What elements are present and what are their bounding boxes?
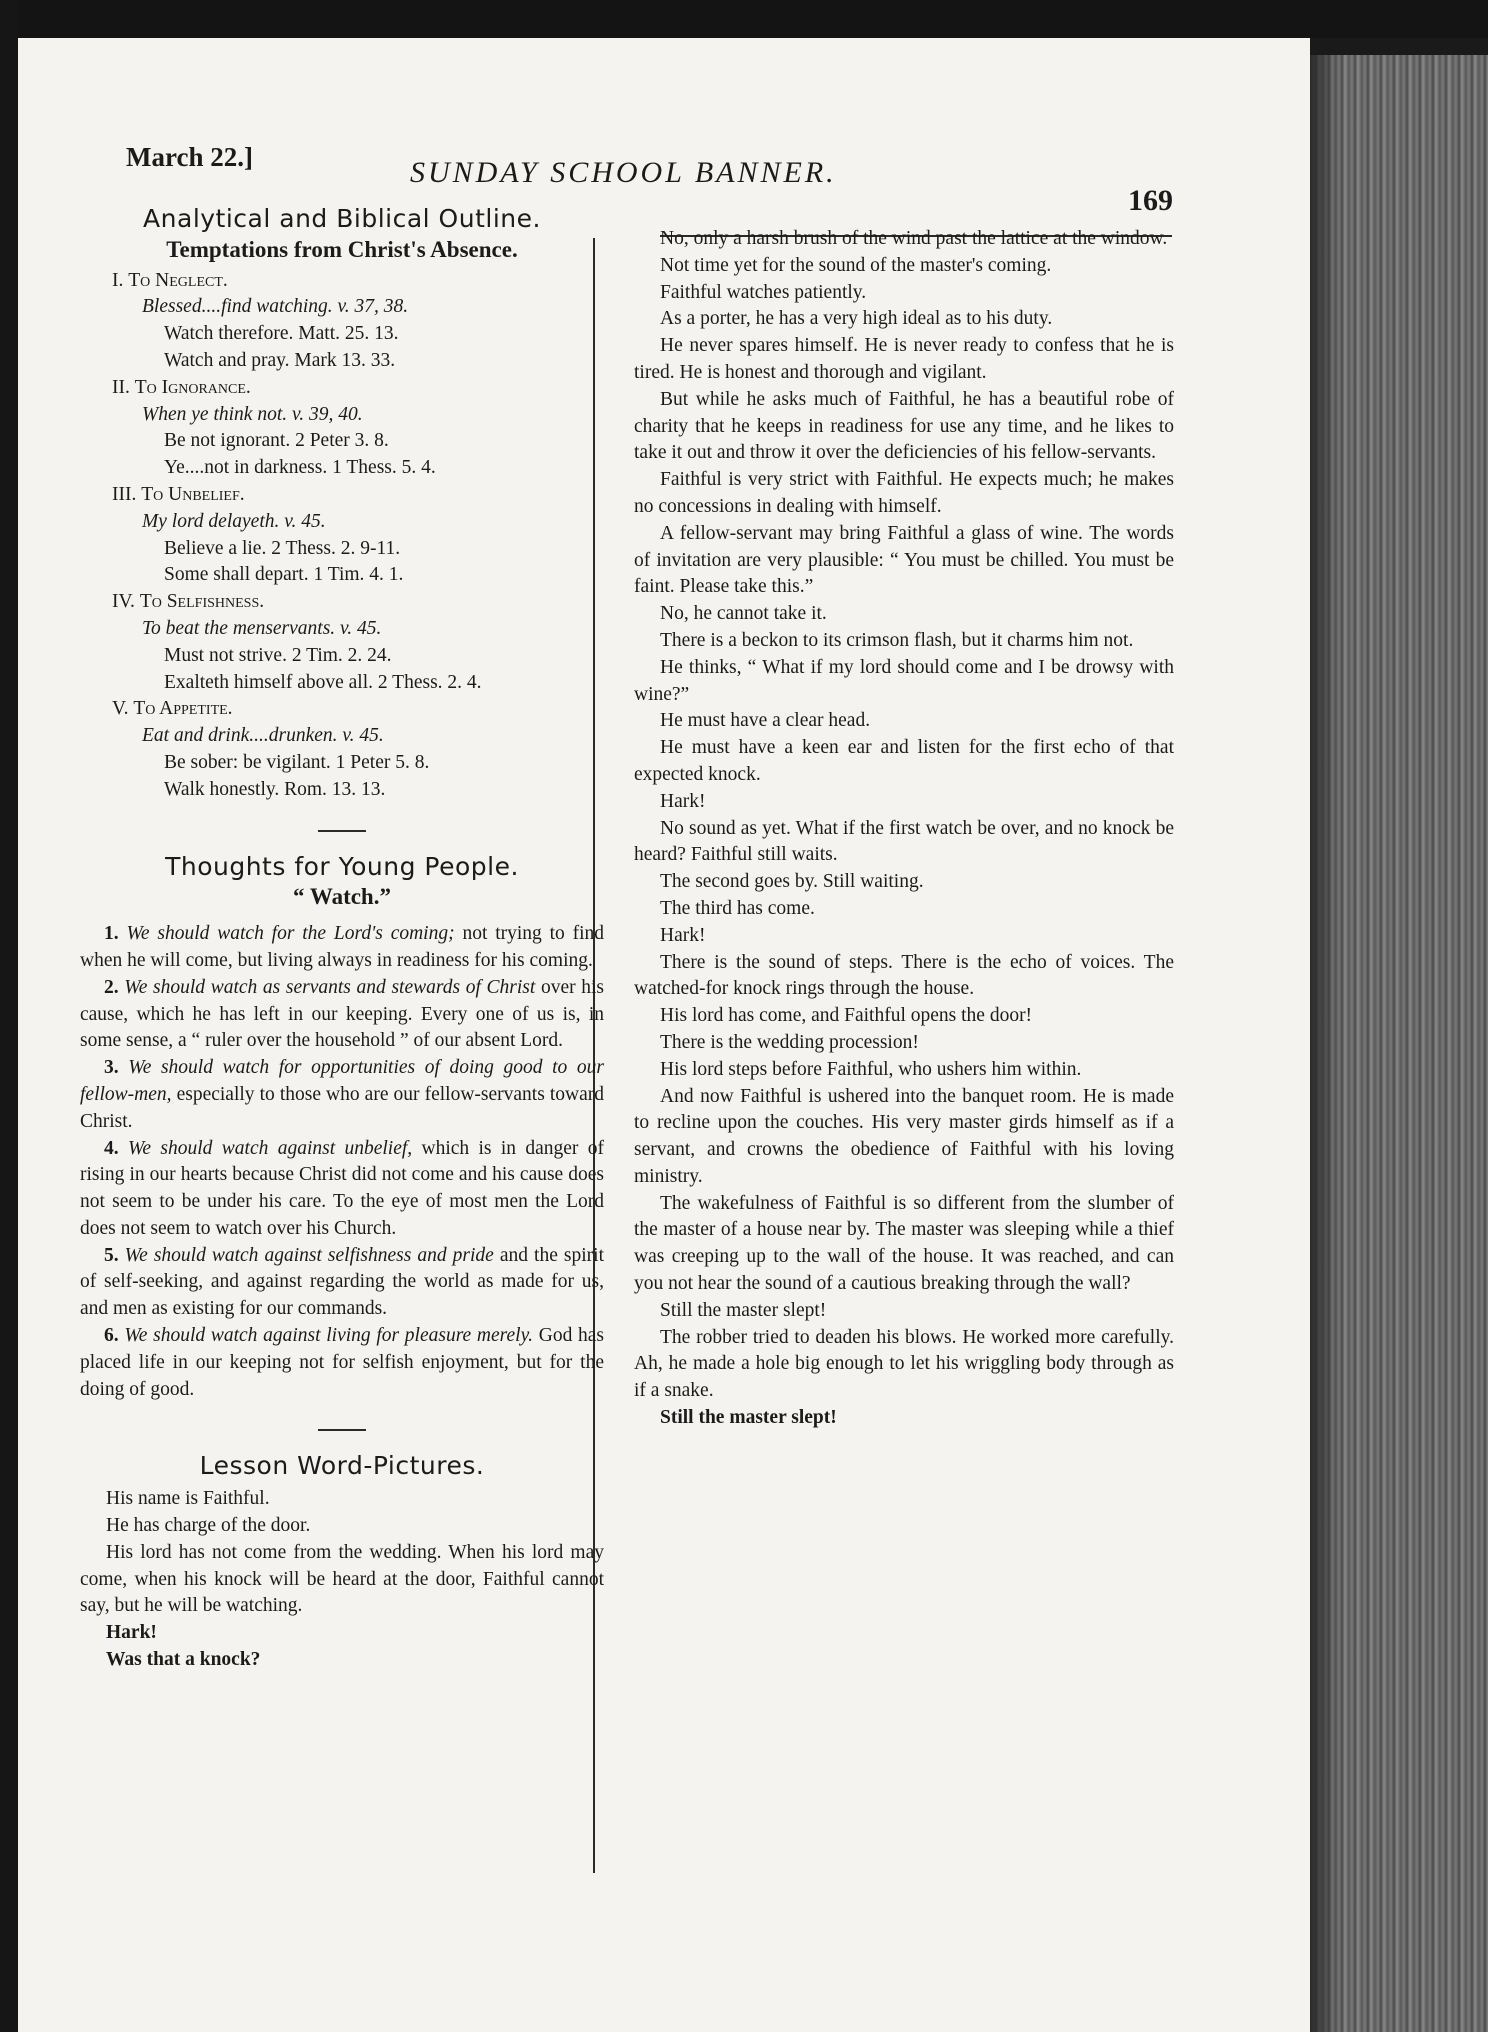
word-picture-paragraph: The robber tried to deaden his blows. He worked more carefully. Ah, he made a hole big enough to let his wriggling body through as if a snake. <box>634 1326 1174 1402</box>
outline-reference: Must not strive. 2 Tim. 2. 24. <box>164 644 392 666</box>
word-picture-paragraph: Was that a knock? <box>106 1649 261 1671</box>
page-number: 169 <box>1128 184 1173 217</box>
word-picture-paragraph: The second goes by. Still waiting. <box>660 871 924 893</box>
word-picture-paragraph: And now Faithful is ushered into the banquet room. He is made to recline upon the couches. His very master girds himself as if a servant, and crowns the obedience of Faithful with his loving ministry. <box>634 1085 1174 1187</box>
thought-item <box>80 1055 604 1135</box>
left-column <box>80 206 604 1674</box>
thoughts-title: Thoughts for Young People. <box>165 851 519 881</box>
outline-reference: Be sober: be vigilant. 1 Peter 5. 8. <box>164 751 430 773</box>
thoughts-subtitle: “ Watch.” <box>293 884 391 910</box>
thought-number: 5. <box>104 1244 119 1266</box>
outline-reference: Some shall depart. 1 Tim. 4. 1. <box>164 564 404 586</box>
gutter-shadow <box>1310 55 1340 2032</box>
outline-key-verse: To beat the menservants. v. 45. <box>142 617 382 639</box>
word-picture-paragraph: The wakefulness of Faithful is so different from the slumber of the master of a house near by. The master was sleeping while a thief was creeping up to the wall of the house. It was reached, and can you not hear the sound of a cautious breaking through the wall? <box>634 1192 1174 1295</box>
outline-heading-text: To Neglect. <box>128 269 228 291</box>
outline-heading-text: To Unbelief. <box>141 483 245 505</box>
word-picture-paragraph: He must have a keen ear and listen for the first echo of that expected knock. <box>634 737 1174 785</box>
thought-text: which is in danger of rising in our hearts because Christ did not come and his cause does not seem to be under his care. To the eye of most men the Lord does not seem to watch over his Church. <box>80 1137 604 1239</box>
thought-item <box>80 1243 604 1323</box>
thought-emphasis: We should watch for opportunities of doing good to our fellow-men, <box>80 1057 605 1105</box>
thought-emphasis: We should watch against unbelief, <box>127 1137 413 1159</box>
outline-section-heading <box>112 696 604 723</box>
outline-key-verse: My lord delayeth. v. 45. <box>142 510 326 532</box>
word-picture-paragraph: Still the master slept! <box>660 1407 837 1429</box>
outline-key-verse: Blessed....find watching. v. 37, 38. <box>142 296 409 318</box>
word-picture-paragraph: Hark! <box>660 924 706 946</box>
thought-emphasis: We should watch against selfishness and pride <box>124 1244 494 1266</box>
outline-numeral: III. <box>112 483 137 505</box>
thoughts-list <box>80 921 604 1403</box>
word-picture-paragraph: His lord has come, and Faithful opens the door! <box>660 1005 1033 1027</box>
thought-emphasis: We should watch against living for pleasure merely. <box>124 1325 534 1347</box>
word-picture-paragraph: A fellow-servant may bring Faithful a glass of wine. The words of invitation are very plausible: “ You must be chilled. You must be faint. Please take this.” <box>634 522 1174 598</box>
outline-numeral: II. <box>112 376 130 398</box>
right-column <box>634 226 1174 1432</box>
scan-left-border <box>0 0 18 2032</box>
header-title: SUNDAY SCHOOL BANNER. <box>410 156 837 189</box>
outline-heading-text: To Selfishness. <box>139 591 265 613</box>
thought-item <box>80 975 604 1055</box>
outline-reference: Be not ignorant. 2 Peter 3. 8. <box>164 430 389 452</box>
thought-text: especially to those who are our fellow-servants toward Christ. <box>80 1083 604 1132</box>
word-picture-paragraph: Faithful watches patiently. <box>660 281 867 303</box>
thought-item <box>80 921 604 975</box>
word-picture-paragraph: Still the master slept! <box>660 1299 827 1321</box>
thought-text: and the spirit of self-seeking, and against regarding the world as made for us, and men as existing for our commands. <box>80 1244 604 1320</box>
thought-number: 1. <box>104 923 119 945</box>
thought-text: over his cause, which he has left in our keeping. Every one of us is, in some sense, a “ ruler over the household ” of our absent Lord. <box>80 976 605 1052</box>
word-pictures-right <box>634 226 1174 1432</box>
outline-reference: Exalteth himself above all. 2 Thess. 2. 4. <box>164 671 482 693</box>
outline-numeral: I. <box>112 269 124 291</box>
word-picture-paragraph: Not time yet for the sound of the master's coming. <box>660 254 1052 276</box>
outline-reference: Watch therefore. Matt. 25. 13. <box>164 323 399 345</box>
section-divider <box>318 1429 366 1431</box>
outline-reference: Walk honestly. Rom. 13. 13. <box>164 778 386 800</box>
word-picture-paragraph: He never spares himself. He is never ready to confess that he is tired. He is honest and thorough and vigilant. <box>634 335 1174 383</box>
thought-text: God has placed life in our keeping not for selfish enjoyment, but for the doing of good. <box>80 1325 605 1400</box>
scan-top-border <box>0 0 1488 38</box>
word-picture-paragraph: He has charge of the door. <box>106 1515 311 1537</box>
outline-reference: Watch and pray. Mark 13. 33. <box>164 349 396 371</box>
outline-reference: Ye....not in darkness. 1 Thess. 5. 4. <box>164 457 436 479</box>
outline-heading-text: To Appetite. <box>133 698 233 720</box>
outline-heading-text: To Ignorance. <box>134 376 251 398</box>
thought-number: 3. <box>104 1057 119 1079</box>
word-picture-paragraph: The third has come. <box>660 897 815 919</box>
word-picture-paragraph: No, only a harsh brush of the wind past the lattice at the window. <box>660 228 1168 249</box>
thought-emphasis: We should watch for the Lord's coming; <box>126 923 455 945</box>
word-picture-paragraph: There is the sound of steps. There is the echo of voices. The watched-for knock rings through the house. <box>634 951 1174 1000</box>
outline-subtitle: Temptations from Christ's Absence. <box>166 236 518 262</box>
outline-section-heading <box>112 482 604 509</box>
section-divider <box>318 830 366 832</box>
header-date: March 22.] <box>126 142 253 172</box>
thought-item <box>80 1323 604 1403</box>
word-picture-paragraph: But while he asks much of Faithful, he has a beautiful robe of charity that he keeps in readiness for use any time, and he likes to take it out and throw it over the deficiencies of his fellow-servants. <box>634 388 1174 464</box>
outline-section-heading <box>112 589 604 616</box>
outline-section-heading <box>112 268 604 295</box>
word-picture-paragraph: Hark! <box>106 1622 157 1644</box>
word-picture-paragraph: Faithful is very strict with Faithful. He expects much; he makes no concessions in dealing with himself. <box>634 469 1174 517</box>
word-picture-paragraph: His lord steps before Faithful, who ushers him within. <box>660 1058 1082 1080</box>
thought-number: 6. <box>104 1325 119 1347</box>
word-picture-paragraph: Hark! <box>660 790 706 812</box>
thought-text: not trying to find when he will come, but living always in readiness for his coming. <box>80 923 605 971</box>
word-picture-paragraph: He must have a clear head. <box>660 710 871 732</box>
outline-reference: Believe a lie. 2 Thess. 2. 9-11. <box>164 537 401 559</box>
thought-emphasis: We should watch as servants and stewards of Christ <box>124 976 536 998</box>
outline-numeral: IV. <box>112 591 135 613</box>
thought-number: 2. <box>104 976 119 998</box>
word-picture-paragraph: He thinks, “ What if my lord should come and I be drowsy with wine?” <box>634 656 1174 705</box>
word-picture-paragraph: There is the wedding procession! <box>660 1031 919 1053</box>
word-picture-paragraph: As a porter, he has a very high ideal as to his duty. <box>660 308 1053 330</box>
word-pictures-left <box>80 1486 604 1674</box>
word-picture-paragraph: His lord has not come from the wedding. When his lord may come, when his knock will be heard at the door, Faithful cannot say, but he will be watching. <box>80 1541 604 1617</box>
outline-key-verse: When ye think not. v. 39, 40. <box>142 403 363 425</box>
thought-item <box>80 1136 604 1243</box>
word-picture-paragraph: No, he cannot take it. <box>660 603 827 625</box>
outline-title: Analytical and Biblical Outline. <box>143 204 541 233</box>
word-picture-paragraph: His name is Faithful. <box>106 1488 270 1510</box>
word-pictures-title: Lesson Word-Pictures. <box>199 1451 485 1481</box>
outline-section-heading <box>112 375 604 402</box>
word-picture-paragraph: There is a beckon to its crimson flash, but it charms him not. <box>660 629 1134 651</box>
outline-key-verse: Eat and drink....drunken. v. 45. <box>142 725 384 747</box>
thought-number: 4. <box>104 1137 119 1159</box>
word-picture-paragraph: No sound as yet. What if the first watch be over, and no knock be heard? Faithful still waits. <box>634 817 1174 866</box>
outline-list <box>80 268 604 804</box>
outline-numeral: V. <box>112 698 129 720</box>
